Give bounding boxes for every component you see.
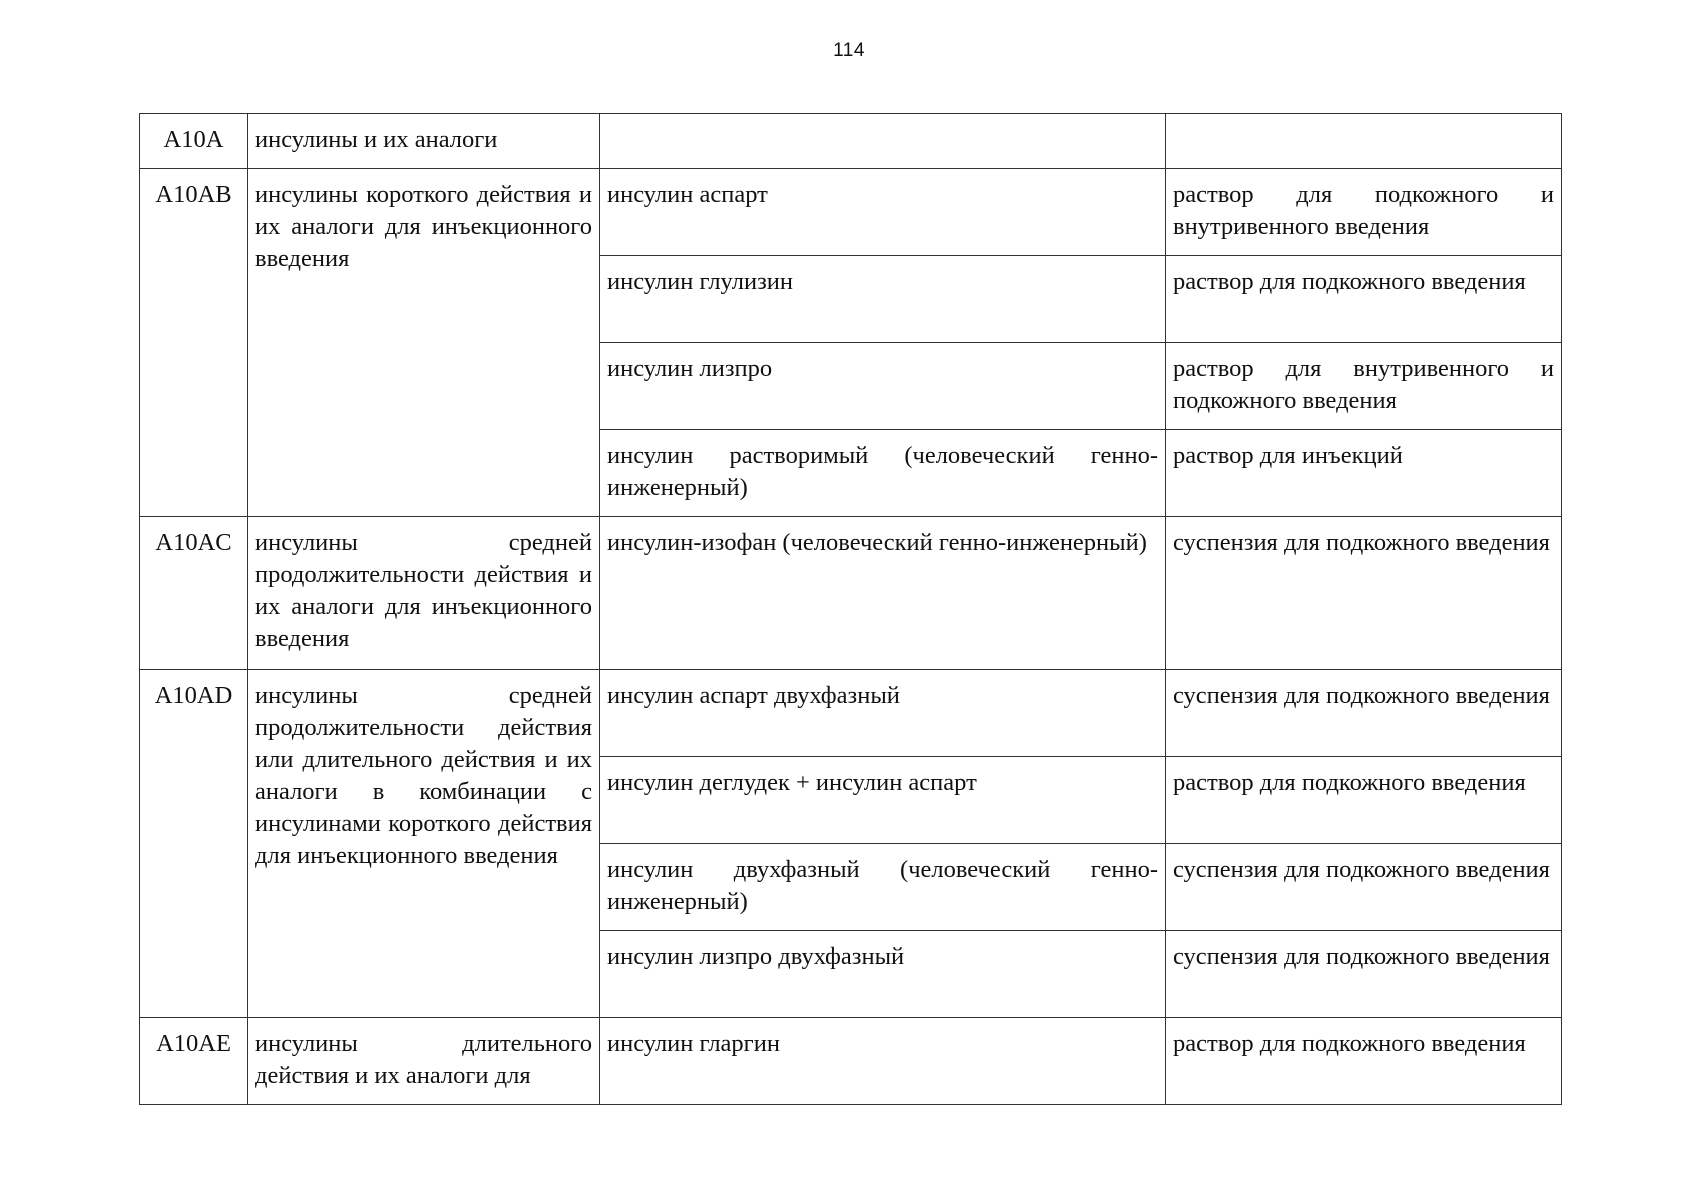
dosage-form-cell: [1166, 114, 1562, 169]
drug-name-cell: [600, 114, 1166, 169]
atc-code-cell: A10AE: [140, 1018, 248, 1105]
table-row: [140, 517, 1562, 670]
drug-name-cell: инсулин двухфазный (человеческий генно-инженерный): [600, 844, 1166, 931]
drug-name-cell: инсулин-изофан (человеческий генно-инженерный): [600, 517, 1166, 670]
dosage-form-cell: раствор для подкожного введения: [1166, 1018, 1562, 1105]
drug-name-cell: инсулин деглудек + инсулин аспарт: [600, 757, 1166, 844]
atc-group-cell: инсулины средней продолжительности действия или длительного действия и их аналоги в комбинации с инсулинами короткого действия для инъекционного введения: [248, 670, 600, 1018]
table-row: [140, 114, 1562, 169]
table-row: [140, 169, 1562, 256]
atc-code-cell: A10AB: [140, 169, 248, 517]
dosage-form-cell: раствор для инъекций: [1166, 430, 1562, 517]
drug-name-cell: инсулин лизпро: [600, 343, 1166, 430]
atc-code-cell: A10AD: [140, 670, 248, 1018]
dosage-form-cell: раствор для внутривенного и подкожного введения: [1166, 343, 1562, 430]
dosage-form-cell: суспензия для подкожного введения: [1166, 931, 1562, 1018]
atc-group-cell: инсулины длительного действия и их аналоги для: [248, 1018, 600, 1105]
table-row: [140, 1018, 1562, 1105]
dosage-form-cell: раствор для подкожного введения: [1166, 256, 1562, 343]
drug-name-cell: инсулин растворимый (человеческий генно-инженерный): [600, 430, 1166, 517]
drug-name-cell: инсулин лизпро двухфазный: [600, 931, 1166, 1018]
dosage-form-cell: раствор для подкожного введения: [1166, 757, 1562, 844]
dosage-form-cell: суспензия для подкожного введения: [1166, 844, 1562, 931]
drug-name-cell: инсулин аспарт двухфазный: [600, 670, 1166, 757]
atc-group-cell: инсулины и их аналоги: [248, 114, 600, 169]
drug-name-cell: инсулин гларгин: [600, 1018, 1166, 1105]
dosage-form-cell: суспензия для подкожного введения: [1166, 517, 1562, 670]
atc-code-cell: A10AC: [140, 517, 248, 670]
table-row: [140, 670, 1562, 757]
page-number: 114: [833, 40, 865, 61]
medication-table: [139, 113, 1562, 1105]
dosage-form-cell: суспензия для подкожного введения: [1166, 670, 1562, 757]
atc-group-cell: инсулины средней продолжительности действия и их аналоги для инъекционного введения: [248, 517, 600, 670]
dosage-form-cell: раствор для подкожного и внутривенного введения: [1166, 169, 1562, 256]
drug-name-cell: инсулин глулизин: [600, 256, 1166, 343]
drug-name-cell: инсулин аспарт: [600, 169, 1166, 256]
atc-code-cell: A10A: [140, 114, 248, 169]
atc-group-cell: инсулины короткого действия и их аналоги для инъекционного введения: [248, 169, 600, 517]
